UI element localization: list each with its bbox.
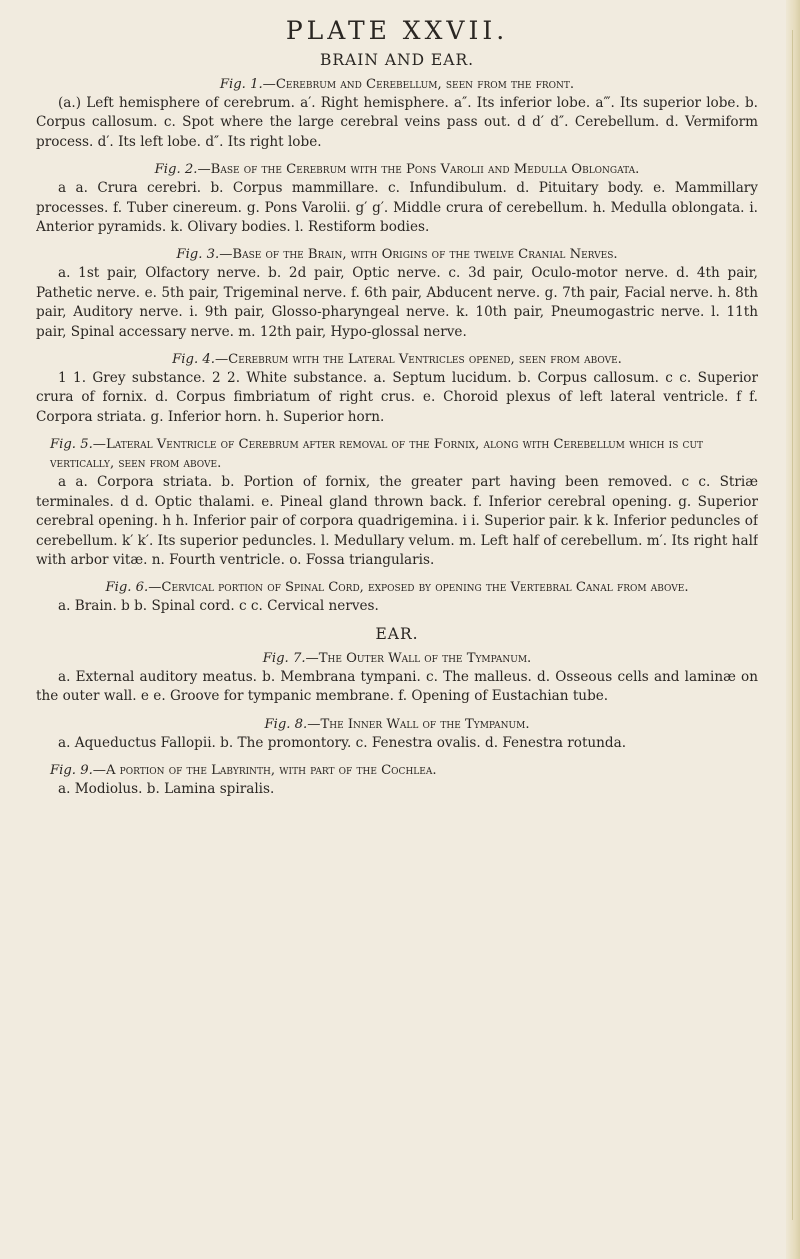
- figure-number: Fig. 5.: [50, 437, 93, 453]
- figure-caption: [36, 649, 758, 668]
- figure-title: —The Inner Wall of the Tympanum.: [307, 716, 530, 732]
- figure-title: —A portion of the Labyrinth, with part of the Cochlea.: [92, 762, 437, 778]
- figure-caption: [36, 578, 758, 597]
- figure-title: —Cerebrum and Cerebellum, seen from the front.: [262, 77, 575, 92]
- figure-5: [36, 435, 758, 570]
- figure-legend: a. Modiolus. b. Lamina spiralis.: [58, 780, 275, 797]
- figure-7: [36, 649, 758, 707]
- figure-number: Fig. 7.: [262, 650, 306, 666]
- figure-caption: [36, 761, 758, 780]
- figure-2: [36, 160, 758, 237]
- figure-number: Fig. 8.: [264, 716, 308, 732]
- figure-title: —Cerebrum with the Lateral Ventricles opened, seen from above.: [214, 352, 622, 368]
- figure-6: [36, 578, 758, 616]
- figure-legend: a. External auditory meatus. b. Membrana tympani. c. The malleus. d. Osseous cells and laminæ on the outer wall. e e. Groove for tympanic membrane. f. Opening of Eustachian tube.: [36, 668, 758, 705]
- figure-caption: [36, 75, 758, 94]
- figure-legend: a. Aqueductus Fallopii. b. The promontory. c. Fenestra ovalis. d. Fenestra rotunda.: [58, 734, 627, 751]
- figure-title: —The Outer Wall of the Tympanum.: [305, 650, 532, 666]
- figure-title: —Cervical portion of Spinal Cord, exposed by opening the Vertebral Canal from above.: [148, 580, 689, 596]
- figure-title: —Lateral Ventricle of Cerebrum after removal of the Fornix, along with Cerebellum which is cut vertically, seen from above.: [50, 437, 704, 472]
- section-title-ear: EAR.: [375, 624, 419, 643]
- figure-legend: a a. Corpora striata. b. Portion of fornix, the greater part having been removed. c c. Striæ terminales. d d. Optic thalami. e. Pineal gland thrown back. f. Inferior cerebral opening. g. Superior cerebral opening. h h. Inferior pair of corpora quadrigemina. i i. Superior pair. k k. Inferior peduncles of cerebellum. k′ k′. Its superior peduncles. l. Medullary velum. m. Left half of cerebellum. m′. Its right half with arbor vitæ. n. Fourth ventricle. o. Fossa triangularis.: [36, 474, 758, 568]
- figure-caption: [36, 350, 758, 369]
- section-title-brain: BRAIN AND EAR.: [319, 51, 475, 69]
- figure-number: Fig. 1.: [219, 77, 263, 92]
- figure-number: Fig. 3.: [176, 247, 220, 263]
- figure-title: —Base of the Brain, with Origins of the twelve Cranial Nerves.: [219, 247, 618, 263]
- plate-title: PLATE XXVII.: [285, 16, 509, 45]
- page-edge: [786, 0, 800, 1259]
- figure-caption: [36, 160, 758, 179]
- figure-legend: (a.) Left hemisphere of cerebrum. a′. Right hemisphere. a″. Its inferior lobe. a‴. Its superior lobe. b. Corpus callosum. c. Spot where the large cerebral veins pass out. d d′ d″. Cerebellum. d. Vermiform process. d′. Its left lobe. d″. Its right lobe.: [36, 95, 758, 150]
- figure-9: [36, 761, 758, 799]
- figure-legend: 1 1. Grey substance. 2 2. White substance. a. Septum lucidum. b. Corpus callosum. c c. Superior crura of fornix. d. Corpus fimbriatum of right crus. e. Choroid plexus of left lateral ventricle. f f. Corpora striata. g. Inferior horn. h. Superior horn.: [36, 370, 758, 425]
- figure-legend: a. 1st pair, Olfactory nerve. b. 2d pair, Optic nerve. c. 3d pair, Oculo-motor nerve. d. 4th pair, Pathetic nerve. e. 5th pair, Trigeminal nerve. f. 6th pair, Abducent nerve. g. 7th pair, Facial nerve. h. 8th pair, Auditory nerve. i. 9th pair, Glosso-pharyngeal nerve. k. 10th pair, Pneumogastric nerve. l. 11th pair, Spinal accessary nerve. m. 12th pair, Hypo-glossal nerve.: [36, 265, 758, 340]
- figure-3: [36, 245, 758, 342]
- figure-legend: a. Brain. b b. Spinal cord. c c. Cervical nerves.: [58, 598, 379, 615]
- figure-title: —Base of the Cerebrum with the Pons Varolii and Medulla Oblongata.: [197, 162, 640, 178]
- figure-number: Fig. 4.: [172, 352, 215, 368]
- figure-8: [36, 715, 758, 753]
- figure-4: [36, 350, 758, 427]
- plate-page: [36, 10, 758, 1250]
- figure-caption: [36, 435, 758, 473]
- figure-number: Fig. 9.: [50, 762, 93, 778]
- figure-caption: [36, 245, 758, 264]
- figure-number: Fig. 2.: [154, 162, 198, 178]
- page-edge-line: [792, 30, 793, 1220]
- figure-caption: [36, 715, 758, 734]
- figure-number: Fig. 6.: [105, 580, 149, 596]
- figure-legend: a a. Crura cerebri. b. Corpus mammillare. c. Infundibulum. d. Pituitary body. e. Mammillary processes. f. Tuber cinereum. g. Pons Varolii. g′ g′. Middle crura of cerebellum. h. Medulla oblongata. i. Anterior pyramids. k. Olivary bodies. l. Restiform bodies.: [36, 180, 758, 236]
- figure-1: [36, 75, 758, 152]
